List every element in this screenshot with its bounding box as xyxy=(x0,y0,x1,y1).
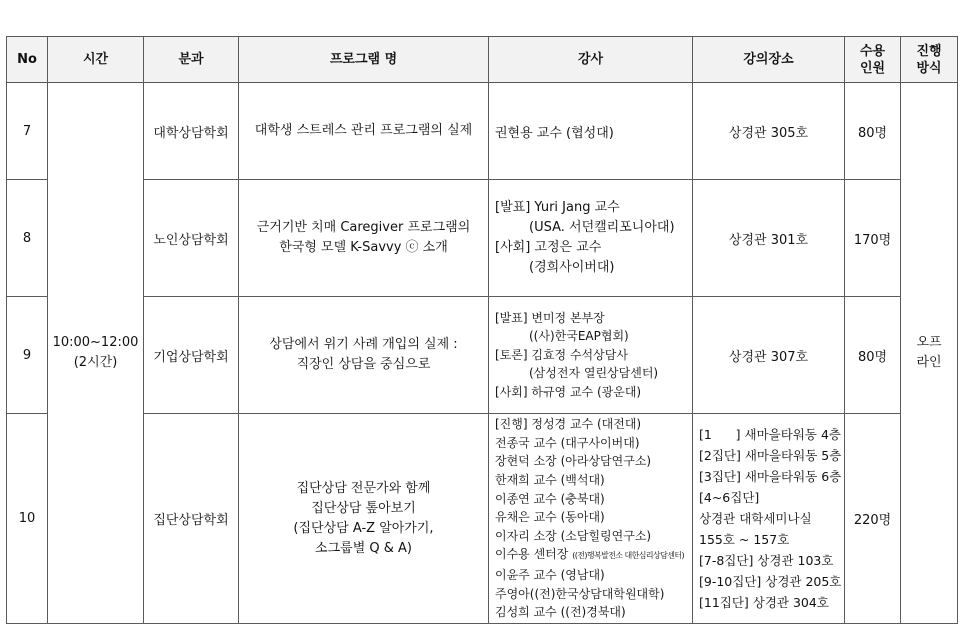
row-division: 노인상담학회 xyxy=(144,180,239,297)
row-capacity: 80명 xyxy=(845,83,901,180)
row-program: 상담에서 위기 사례 개입의 실제 : 직장인 상담을 중심으로 xyxy=(239,297,489,414)
row-venue: [1 ] 새마을타워동 4층 [2집단] 새마을타워동 5층 [3집단] 새마을타워동 6층 [4~6집단] 상경관 대학세미나실 155호 ~ 157호 [7-8집단] 상경관 103호 [9-10집단] 상경관 205호 [11집단] 상경관 304호 xyxy=(693,414,845,624)
row-capacity: 170명 xyxy=(845,180,901,297)
row-division: 집단상담학회 xyxy=(144,414,239,624)
row-program: 집단상담 전문가와 함께 집단상담 톺아보기 (집단상담 A-Z 알아가기, 소그룹별 Q & A) xyxy=(239,414,489,624)
header-program: 프로그램 명 xyxy=(239,37,489,83)
time-slot: 10:00~12:00 (2시간) xyxy=(48,83,144,624)
row-speakers: [발표] Yuri Jang 교수 (USA. 서던캘리포니아대) [사회] 고정은 교수 (경희사이버대) xyxy=(489,180,693,297)
row-capacity: 80명 xyxy=(845,297,901,414)
table-row xyxy=(7,414,958,624)
row-division: 대학상담학회 xyxy=(144,83,239,180)
header-no: No xyxy=(7,37,48,83)
row-program: 대학생 스트레스 관리 프로그램의 실제 xyxy=(239,83,489,180)
row-venue: 상경관 305호 xyxy=(693,83,845,180)
row-speakers: [진행] 정성경 교수 (대전대) 전종국 교수 (대구사이버대) 장현덕 소장 (아라상담연구소) 한재희 교수 (백석대) 이종연 교수 (충북대) 유채은 교수 (동아대) 이자리 소장 (소담힐링연구소) 이수용 센터장 ((전)행복발전소 대한심리상담센터) 이윤주 교수 (영남대) 주영아((전)한국상담대학원대학) 김성희 교수 ((전)경북대) xyxy=(489,414,693,624)
header-venue: 강의장소 xyxy=(693,37,845,83)
header-time: 시간 xyxy=(48,37,144,83)
row-program: 근거기반 치매 Caregiver 프로그램의 한국형 모델 K-Savvy ⓒ 소개 xyxy=(239,180,489,297)
row-no: 7 xyxy=(7,83,48,180)
row-speakers: 권현용 교수 (협성대) xyxy=(489,83,693,180)
row-division: 기업상담학회 xyxy=(144,297,239,414)
header-speaker: 강사 xyxy=(489,37,693,83)
row-venue: 상경관 301호 xyxy=(693,180,845,297)
table-row xyxy=(7,83,958,180)
header-division: 분과 xyxy=(144,37,239,83)
mode-value: 오프 라인 xyxy=(901,83,958,624)
row-speakers: [발표] 변미정 본부장 ((사)한국EAP협회) [토론] 김효정 수석상담사 (삼성전자 열린상담센터) [사회] 하규영 교수 (광운대) xyxy=(489,297,693,414)
row-capacity: 220명 xyxy=(845,414,901,624)
table-row xyxy=(7,297,958,414)
header-mode: 진행 방식 xyxy=(901,37,958,83)
row-no: 10 xyxy=(7,414,48,624)
table-row xyxy=(7,180,958,297)
row-no: 9 xyxy=(7,297,48,414)
row-venue: 상경관 307호 xyxy=(693,297,845,414)
header-row xyxy=(7,37,958,83)
row-no: 8 xyxy=(7,180,48,297)
schedule-table xyxy=(6,36,958,624)
header-capacity: 수용 인원 xyxy=(845,37,901,83)
